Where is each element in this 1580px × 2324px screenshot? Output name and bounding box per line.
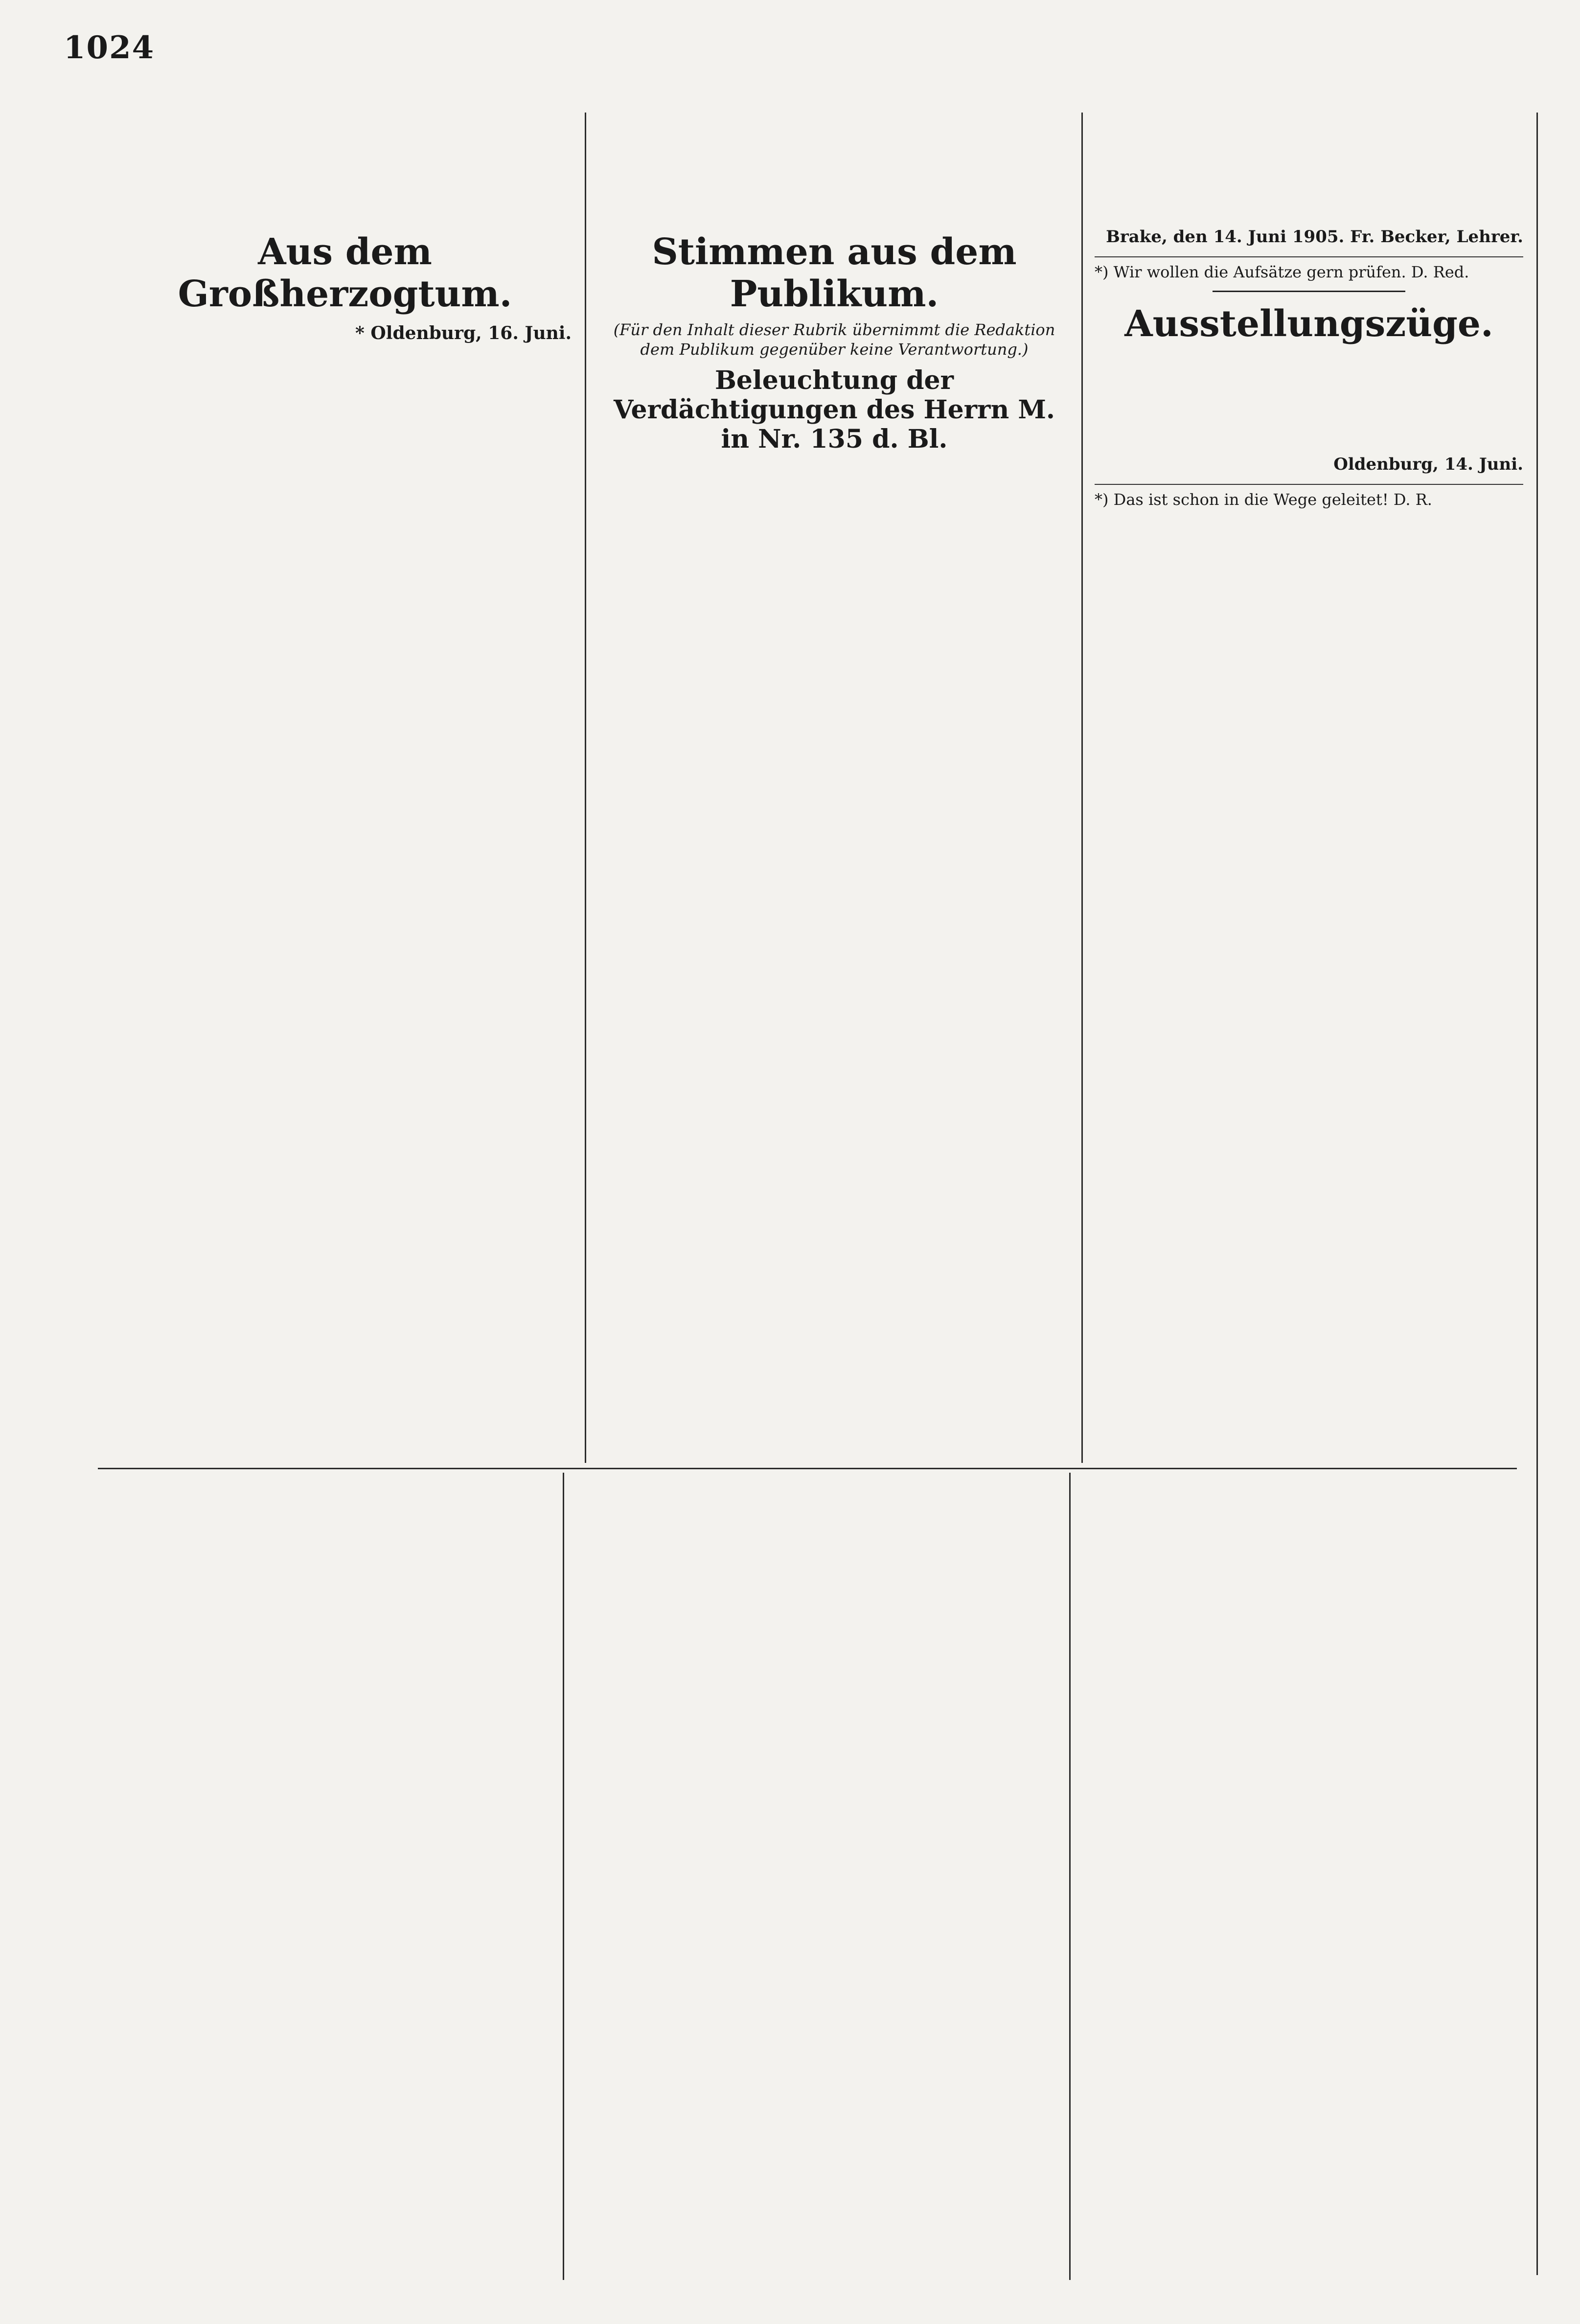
column-rule-3: [563, 1473, 564, 2280]
letter-signature: Brake, den 14. Juni 1905. Fr. Becker, Lehrer.: [1106, 227, 1523, 247]
top-column-3: [1089, 122, 1529, 1463]
section-title-stimmen-publikum: Stimmen aus dem Publikum.: [652, 231, 1017, 315]
section-disclaimer: (Für den Inhalt dieser Rubrik übernimmt die Redaktion dem Publikum gegenüber keine Verantwortung.): [613, 320, 1055, 359]
top-column-1: [113, 122, 577, 1463]
section-title-grossherzogtum: Aus dem Großherzogtum.: [178, 231, 512, 315]
section-body-ausstellungszuege: [1095, 350, 1523, 448]
short-divider: [1213, 291, 1405, 292]
editor-footnote-2: *) Das ist schon in die Wege geleitet! D. R.: [1095, 484, 1523, 509]
column-1-intro-text: [118, 122, 572, 220]
bottom-column-1-text: [109, 1482, 552, 1580]
column-rule-1: [585, 113, 586, 1463]
column-1-body-text: [118, 351, 572, 449]
bottom-column-2-text: [576, 1482, 1058, 1580]
top-column-2: [592, 122, 1076, 1463]
bottom-column-3-text: [1082, 1482, 1526, 1580]
column-2-body-text: [598, 122, 1071, 220]
section-divider: [98, 1468, 1517, 1469]
column-rule-2: [1081, 113, 1083, 1463]
dateline-oldenburg-14: Oldenburg, 14. Juni.: [1333, 455, 1523, 474]
editor-footnote-1: *) Wir wollen die Aufsätze gern prüfen. D. Red.: [1095, 256, 1523, 282]
page-number: 1024: [64, 29, 155, 66]
section-title-ausstellungszuege: Ausstellungszüge.: [1124, 303, 1493, 345]
article-title-beleuchtung: Beleuchtung der Verdächtigungen des Herrn M. in Nr. 135 d. Bl.: [613, 365, 1055, 454]
bottom-column-3: [1076, 1482, 1532, 2275]
dateline-oldenburg: * Oldenburg, 16. Juni.: [355, 323, 572, 343]
column-3-body-text: [1095, 122, 1523, 220]
bottom-column-2: [570, 1482, 1064, 2275]
column-rule-4: [1069, 1473, 1071, 2280]
page-edge-rule: [1536, 113, 1538, 2275]
article-body-beleuchtung: [598, 459, 1071, 557]
bottom-column-1: [103, 1482, 558, 2275]
